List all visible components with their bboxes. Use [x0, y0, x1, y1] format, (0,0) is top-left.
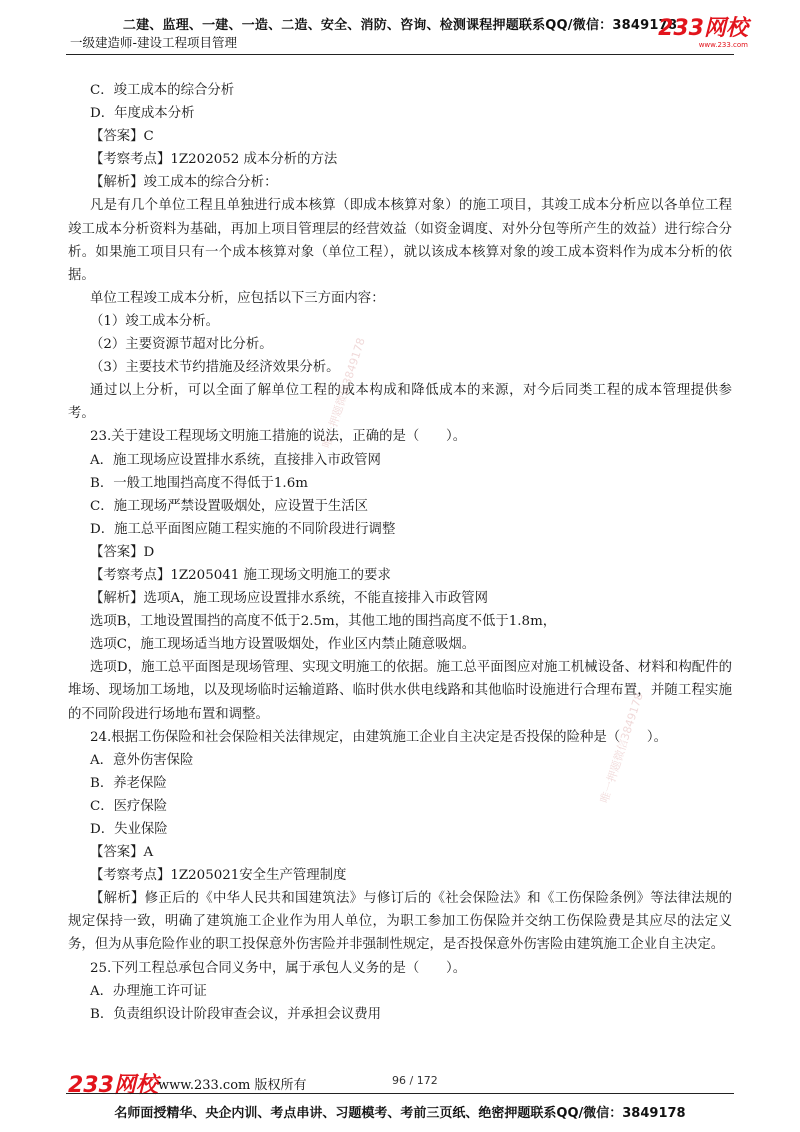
text-line: 凡是有几个单位工程且单独进行成本核算（即成本核算对象）的施工项目，其竣工成本分析应以各单位工程竣工成本分析资料为基础，再加上项目管理层的经营效益（如资金调度、对外分包等所产生的效益）进行综合分析。如果施工项目只有一个成本核算对象（单位工程），就以该成本核算对象的竣工成本资料作为成本分析的依据。: [68, 198, 732, 283]
text-line: D．年度成本分析: [90, 106, 195, 122]
text-line: （1）竣工成本分析。: [90, 313, 220, 329]
footer-logo: 233网校: [68, 1073, 158, 1098]
footer-contact-line: 名师面授精华、央企内训、考点串讲、习题模考、考前三页纸、绝密押题联系QQ/微信：3849178: [114, 1106, 686, 1121]
text-line: 25.下列工程总承包合同义务中，属于承包人义务的是（ ）。: [90, 960, 467, 976]
logo-text: 233网校: [658, 16, 748, 41]
text-line: 【答案】D: [90, 544, 155, 560]
document-subtitle: 一级建造师-建设工程项目管理: [70, 35, 238, 50]
text-line: 23.关于建设工程现场文明施工措施的说法，正确的是（ ）。: [90, 429, 467, 445]
document-body: [68, 79, 732, 1026]
watermark: 唯一押题微信3849178: [319, 336, 368, 450]
text-line: 24.根据工伤保险和社会保险相关法律规定，由建筑施工企业自主决定是否投保的险种是（ ）。: [90, 729, 667, 745]
text-line: A．办理施工许可证: [90, 983, 207, 999]
text-line: B．养老保险: [90, 775, 167, 791]
header-divider: [66, 54, 734, 55]
text-line: C．医疗保险: [90, 798, 168, 814]
text-line: 【答案】A: [90, 845, 154, 861]
text-line: （3）主要技术节约措施及经济效果分析。: [90, 360, 340, 376]
text-line: C．施工现场严禁设置吸烟处，应设置于生活区: [90, 498, 369, 514]
text-line: 通过以上分析，可以全面了解单位工程的成本构成和降低成本的来源，对今后同类工程的成本管理提供参考。: [68, 383, 732, 422]
brand-logo: [658, 18, 748, 49]
text-line: 选项D，施工总平面图是现场管理、实现文明施工的依据。施工总平面图应对施工机械设备、材料和构配件的堆场、现场加工场地，以及现场临时运输道路、临时供水供电线路和其他临时设施进行合理布置，并随工程实施的不同阶段进行场地布置和调整。: [68, 660, 732, 722]
text-line: A．施工现场应设置排水系统，直接排入市政管网: [90, 452, 381, 468]
text-line: 选项B，工地设置围挡的高度不低于2.5m，其他工地的围挡高度不低于1.8m，: [90, 614, 557, 630]
text-line: B．负责组织设计阶段审查会议，并承担会议费用: [90, 1006, 382, 1022]
text-line: A．意外伤害保险: [90, 752, 194, 768]
text-line: D．失业保险: [90, 822, 168, 837]
footer-copyright: www.233.com 版权所有: [158, 1078, 307, 1093]
text-line: B．一般工地围挡高度不得低于1.6m: [90, 475, 308, 491]
text-line: D．施工总平面图应随工程实施的不同阶段进行调整: [90, 521, 396, 537]
text-line: C．竣工成本的综合分析: [90, 83, 235, 98]
text-line: 【考察考点】1Z205021安全生产管理制度: [90, 868, 347, 884]
header-contact-line: 二建、监理、一建、一造、二造、安全、消防、咨询、检测课程押题联系QQ/微信：3849178: [122, 18, 678, 33]
text-line: 【考察考点】1Z202052 成本分析的方法: [90, 152, 338, 168]
text-line: 选项C，施工现场适当地方设置吸烟处，作业区内禁止随意吸烟。: [90, 637, 476, 653]
text-line: 【解析】选项A，施工现场应设置排水系统，不能直接排入市政管网: [90, 591, 488, 607]
page-number: 96 / 172: [392, 1074, 438, 1087]
watermark: 唯一押题微信3849178: [597, 691, 646, 805]
text-line: 【解析】竣工成本的综合分析：: [90, 175, 278, 191]
text-line: 单位工程竣工成本分析，应包括以下三方面内容：: [90, 290, 385, 306]
text-line: （2）主要资源节超对比分析。: [90, 337, 273, 353]
footer-divider: [66, 1093, 734, 1094]
text-line: 【解析】修正后的《中华人民共和国建筑法》与修订后的《社会保险法》和《工伤保险条例》等法律法规的规定保持一致，明确了建筑施工企业作为用人单位，为职工参加工伤保险并交纳工伤保险费是其应尽的法定义务，但为从事危险作业的职工投保意外伤害险并非强制性规定，是否投保意外伤害险由建筑施工企业自主决定。: [68, 891, 732, 953]
logo-url: www.233.com: [698, 41, 748, 49]
text-line: 【考察考点】1Z205041 施工现场文明施工的要求: [90, 567, 391, 583]
text-line: 【答案】C: [90, 129, 154, 145]
